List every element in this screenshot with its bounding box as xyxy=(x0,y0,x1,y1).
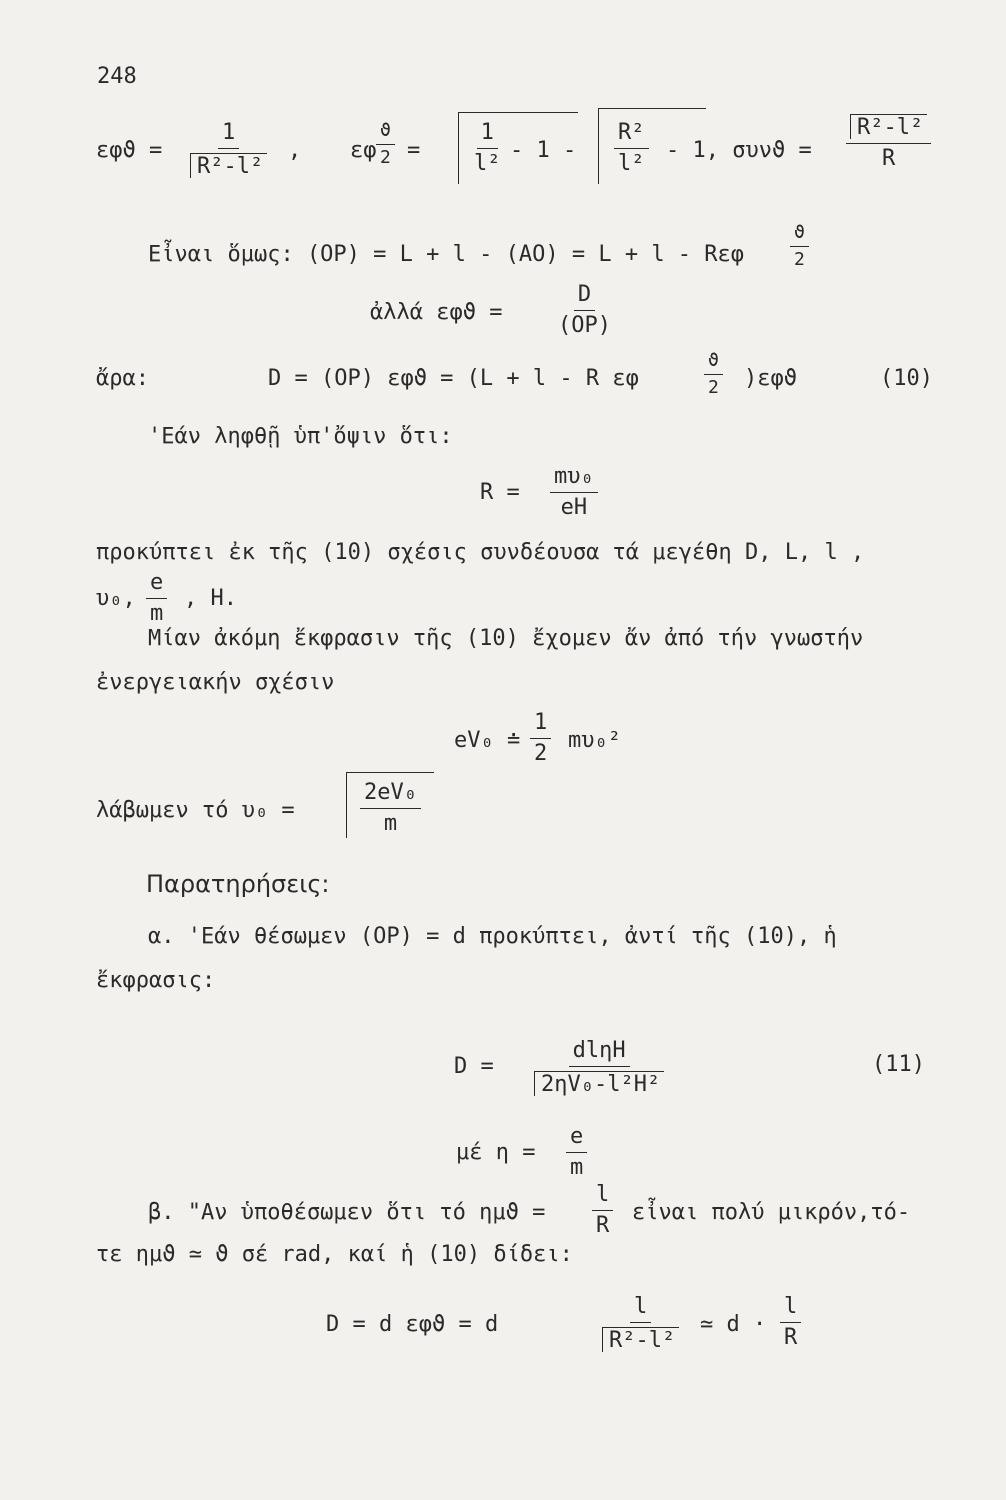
line-beta-num: l xyxy=(592,1184,613,1211)
eq1-tan-half: εφ xyxy=(350,138,377,163)
line-tote: τε ημϑ ≃ ϑ σέ rad, καί ἡ (10) δίδει: xyxy=(96,1242,573,1267)
line-R-lhs: R = xyxy=(480,480,520,505)
line-final-b: ≃ d · xyxy=(700,1312,767,1337)
line-final-num2: l xyxy=(780,1296,801,1323)
eq1-cos-den: R xyxy=(881,146,896,171)
line-beta: β. "Αν ὑποθέσωμεν ὅτι τό ημϑ = xyxy=(148,1200,546,1225)
eq1-root1-bar xyxy=(458,112,578,113)
eq1-root1-frac xyxy=(470,122,505,175)
line-v0-num: e xyxy=(146,572,167,599)
line-lavomen-frac xyxy=(360,782,421,835)
line-D-lhs: D = xyxy=(454,1054,494,1079)
line-ara-num: ϑ xyxy=(704,352,723,375)
line-beta-b: εἶναι πολύ μικρόν,τό- xyxy=(632,1200,911,1225)
line-alla-frac xyxy=(554,284,615,337)
eq1-frac1-den: R²-l² xyxy=(190,153,267,178)
line-ara-den: 2 xyxy=(708,377,719,398)
line-v0-b: , H. xyxy=(184,586,237,611)
line-v0-frac xyxy=(146,572,167,625)
line-v0-den: m xyxy=(150,601,164,626)
line-ara-label: ἄρα: xyxy=(96,366,149,391)
line-D-num: dlηH xyxy=(569,1040,630,1067)
line-energy-frac xyxy=(530,712,551,765)
line-ekfrasis: ἔκφρασις: xyxy=(96,968,216,993)
line-me-frac xyxy=(566,1126,587,1179)
line-alla-num: D xyxy=(574,284,595,311)
eq1-frac1 xyxy=(186,122,271,178)
line-alla-den: (OP) xyxy=(558,313,611,338)
equation-number-11: (11) xyxy=(872,1052,925,1077)
line-final-frac1 xyxy=(598,1296,683,1352)
line-ara-tail: )εφϑ xyxy=(744,366,797,391)
line-me: μέ η = xyxy=(456,1140,536,1165)
line-alpha: α. 'Εάν θέσωμεν (OP) = d προκύπτει, ἀντί τῆς (10), ἡ xyxy=(148,924,837,949)
line-v0: υ₀, xyxy=(96,586,136,611)
line-lavomen-num: 2eV₀ xyxy=(360,782,421,809)
line-final-den1: R²-l² xyxy=(602,1327,679,1352)
eq1-tail: - 1, συνϑ = xyxy=(666,138,812,163)
line-D-den: 2ηV₀-l²H² xyxy=(534,1071,664,1096)
line-final-num1: l xyxy=(630,1296,651,1323)
line-D-frac xyxy=(530,1040,668,1096)
eq1-minus: - 1 - xyxy=(510,138,577,163)
line-mian: Μίαν ἀκόμη ἔκφρασιν τῆς (10) ἔχομεν ἄν ἀπό τήν γνωστήν xyxy=(148,626,864,651)
line-ara-frac xyxy=(704,352,723,397)
eq1-half-num: ϑ xyxy=(376,122,395,145)
line-energy-lhs: eV₀ ≐ xyxy=(454,728,521,753)
eq1-root2-den: l² xyxy=(618,151,645,176)
line-prokyptei: προκύπτει ἐκ τῆς (10) σχέσις συνδέουσα τά μεγέθη D, L, l , xyxy=(96,540,865,565)
eq1-root1-num: 1 xyxy=(477,122,498,149)
eq1-cos-num: R²-l² xyxy=(850,114,927,139)
line-me-num: e xyxy=(566,1126,587,1153)
section-heading: Παρατηρήσεις: xyxy=(146,870,330,898)
line-lavomen-root-bar xyxy=(346,772,434,773)
eq1-cos-frac xyxy=(846,114,931,170)
line-lavomen: λάβωμεν τό υ₀ = xyxy=(96,798,295,823)
line-einai-den: 2 xyxy=(794,249,805,270)
eq1-root2-frac xyxy=(614,122,649,175)
line-me-den: m xyxy=(570,1155,584,1180)
eq1-root1-stroke xyxy=(458,112,459,184)
eq1-root2-num: R² xyxy=(614,122,649,149)
line-alla: ἀλλά εφϑ = xyxy=(370,300,503,325)
line-final-den2: R xyxy=(784,1325,798,1350)
line-energy-den: 2 xyxy=(534,741,548,766)
eq1-root2-stroke xyxy=(598,108,599,184)
line-lavomen-den: m xyxy=(383,811,398,836)
eq1-eq: = xyxy=(407,138,421,163)
eq1-frac1-num: 1 xyxy=(218,122,239,149)
line-ara-expr: D = (OP) εφϑ = (L + l - R εφ xyxy=(268,366,639,391)
line-R-den: eH xyxy=(560,495,588,520)
eq1-half-den: 2 xyxy=(380,147,391,168)
eq1-root1-den: l² xyxy=(474,151,501,176)
line-lavomen-root-stroke xyxy=(346,772,347,838)
line-R-num: mυ₀ xyxy=(550,466,598,493)
eq1-comma: , xyxy=(288,138,302,163)
line-energeiakin: ἐνεργειακήν σχέσιν xyxy=(96,670,335,695)
line-einai-num: ϑ xyxy=(790,224,809,247)
line-energy-num: 1 xyxy=(530,712,551,739)
line-final: D = d εφϑ = d xyxy=(326,1312,499,1337)
page-number: 248 xyxy=(97,64,137,89)
eq1-lhs: εφϑ = xyxy=(96,138,163,163)
line-ean: 'Εάν ληφθῇ ὑπ'ὄψιν ὅτι: xyxy=(148,424,453,449)
line-einai-frac xyxy=(790,224,809,269)
line-energy-rhs: mυ₀² xyxy=(568,728,621,753)
line-beta-frac xyxy=(592,1184,613,1237)
eq1-root2-bar xyxy=(598,108,706,109)
equation-number-10: (10) xyxy=(880,366,933,391)
line-beta-den: R xyxy=(596,1213,610,1238)
line-R-frac xyxy=(550,466,598,519)
eq1-half-frac xyxy=(376,122,395,167)
line-final-frac2 xyxy=(780,1296,801,1349)
line-einai: Εἶναι ὅμως: (OP) = L + l - (AO) = L + l - Rεφ xyxy=(148,242,745,267)
